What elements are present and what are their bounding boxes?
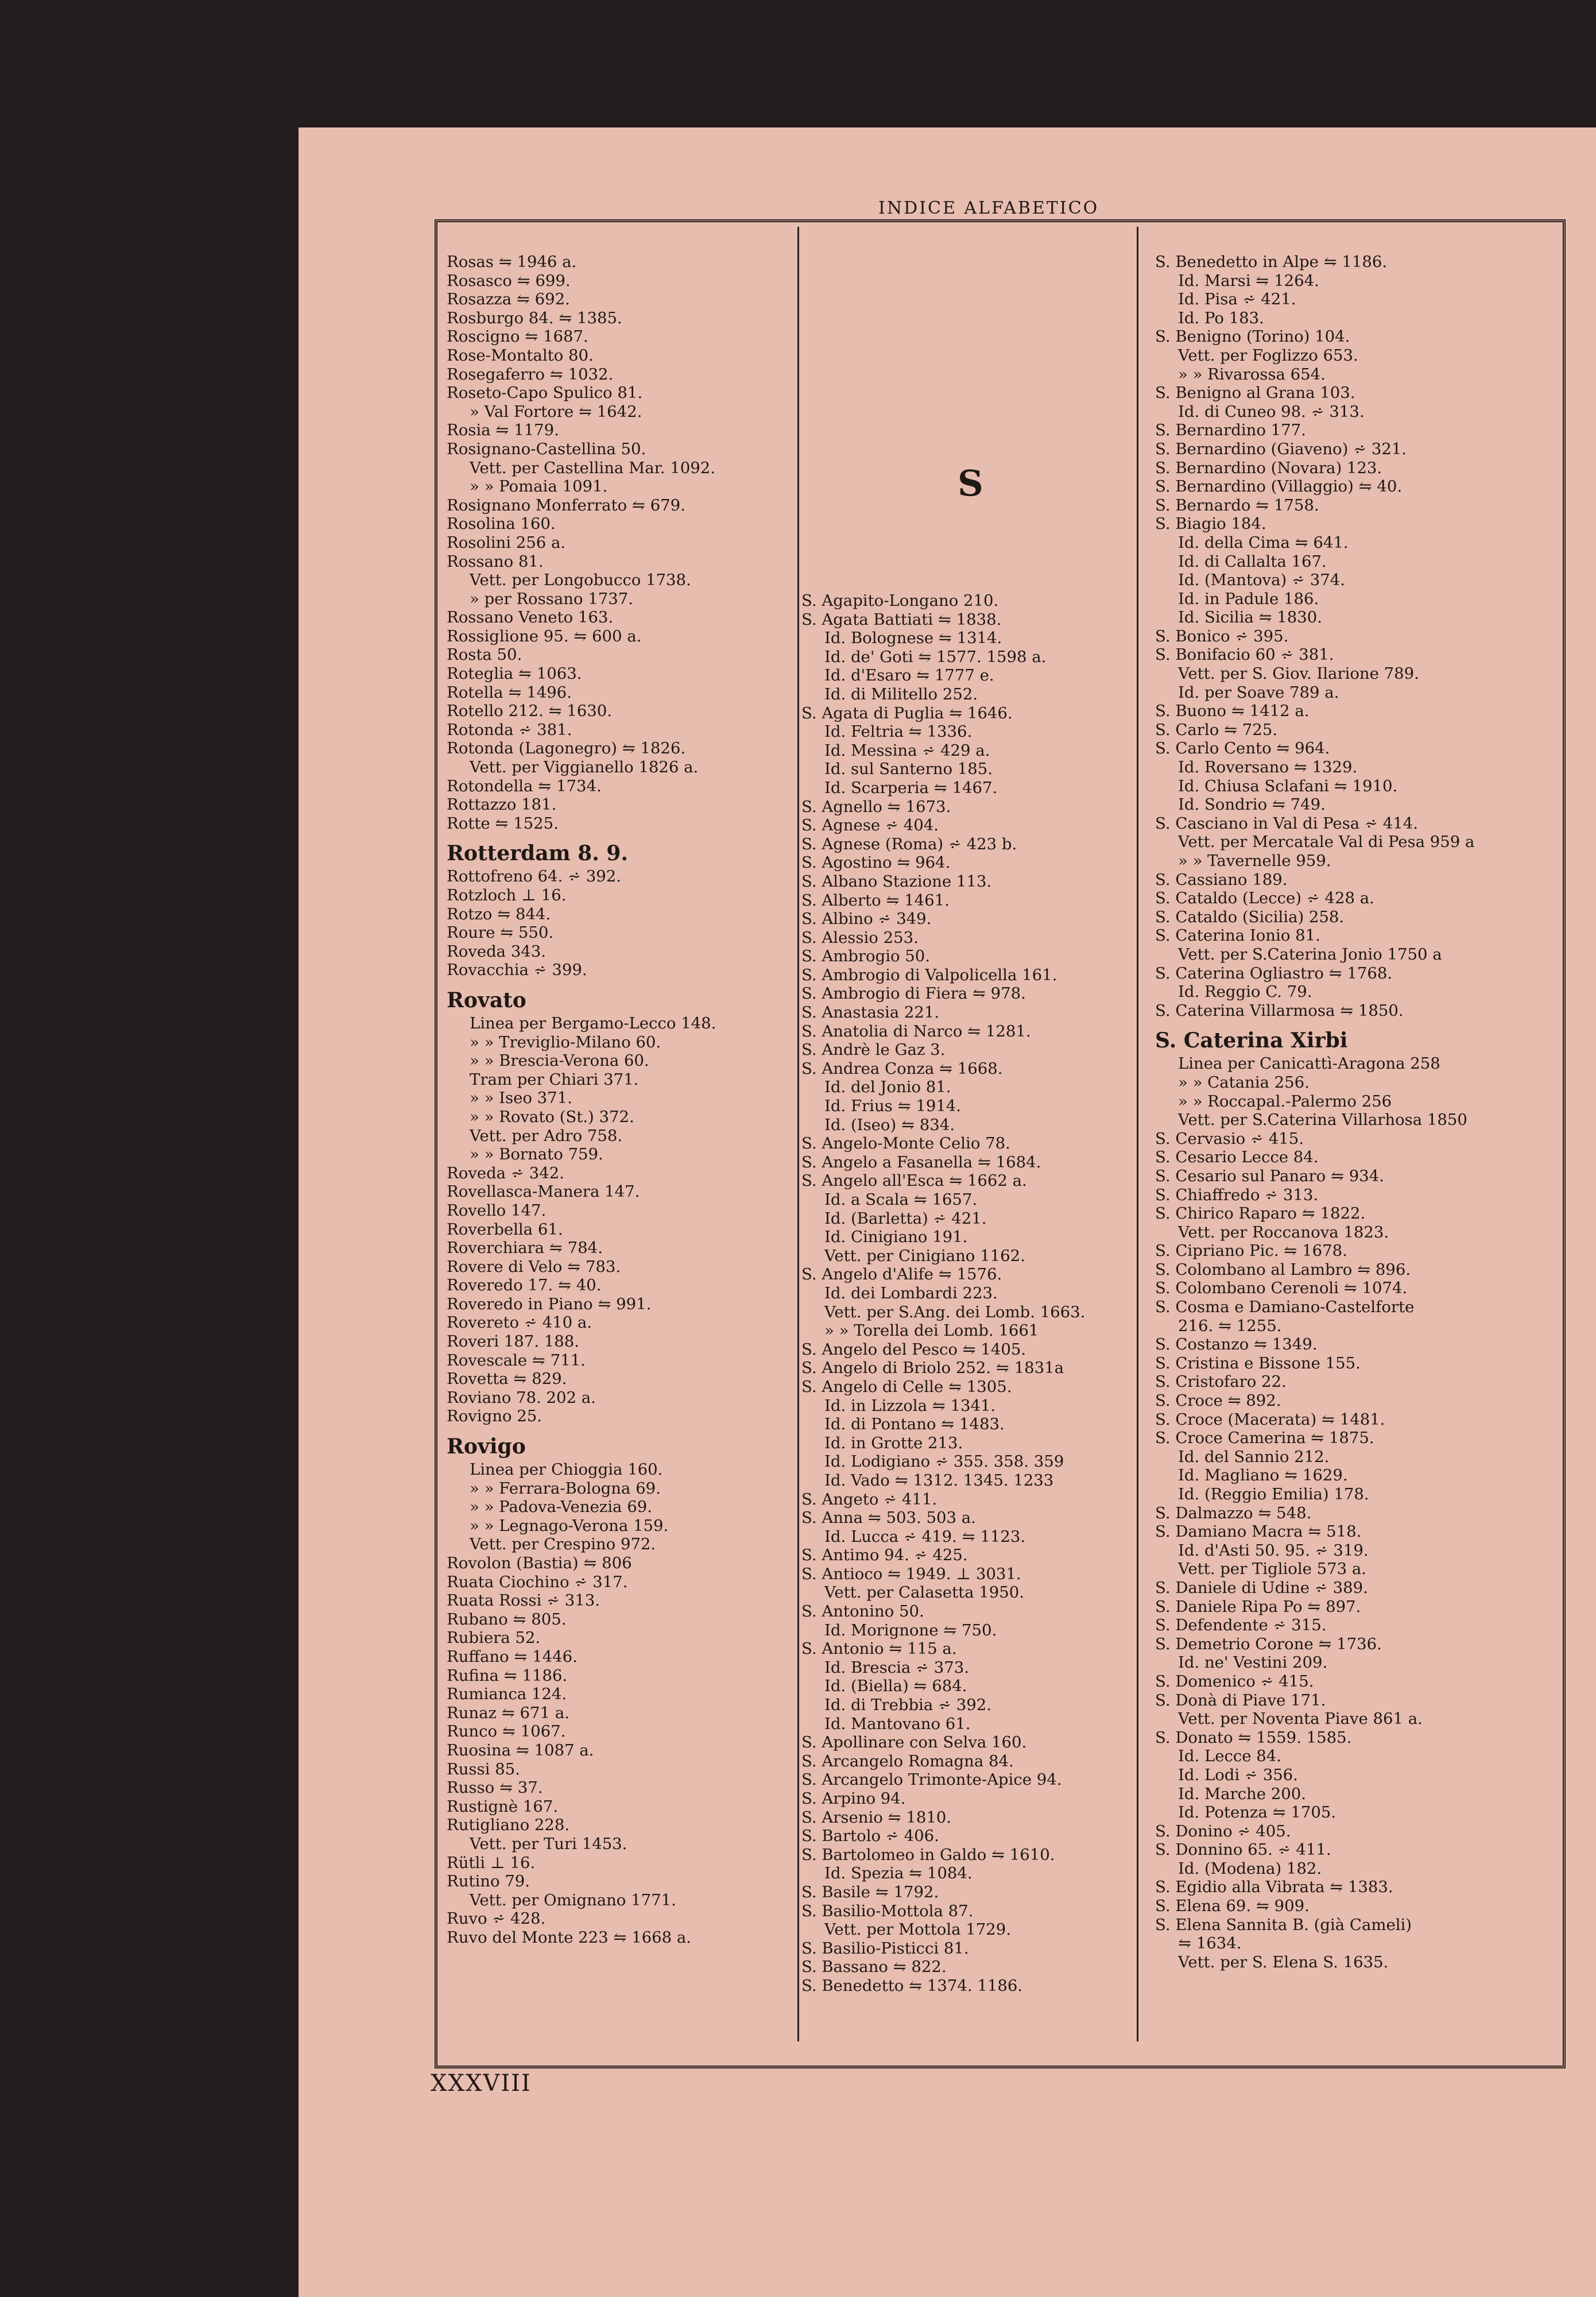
index-entry: S. Buono ⇋ 1412 a. (1155, 702, 1310, 721)
page-number: XXXVIII (431, 2070, 532, 2097)
index-entry: Tram per Chiari 371. (470, 1070, 639, 1089)
index-entry: Rovato (447, 988, 526, 1012)
index-entry: Id. Sondrio ⇋ 749. (1178, 795, 1326, 814)
index-entry: S. Bernardino 177. (1155, 421, 1306, 440)
index-entry: S. Defendente ⩫ 315. (1155, 1616, 1327, 1635)
index-entry: Rutigliano 228. (447, 1816, 570, 1835)
index-entry: Runaz ⇋ 671 a. (447, 1703, 570, 1722)
index-entry: Rosburgo 84. ⇋ 1385. (447, 308, 622, 327)
index-entry: S. Daniele di Udine ⩫ 389. (1155, 1578, 1368, 1597)
index-entry: » » Treviglio-Milano 60. (470, 1033, 661, 1051)
index-entry: Rotzloch ⊥ 16. (447, 886, 567, 904)
index-column-3 (1155, 253, 1557, 1971)
index-entry: Vett. per Roccanova 1823. (1178, 1223, 1389, 1242)
index-entry: Vett. per S.Ang. dei Lomb. 1663. (824, 1302, 1086, 1321)
index-entry: S. Caterina Ionio 81. (1155, 926, 1320, 945)
index-entry: Vett. per Turi 1453. (470, 1834, 627, 1853)
index-entry: S. Bernardino (Novara) 123. (1155, 458, 1382, 477)
index-entry: Roviano 78. 202 a. (447, 1388, 596, 1407)
index-entry: S. Agnello ⇋ 1673. (801, 797, 951, 816)
index-entry: » » Iseo 371. (470, 1089, 572, 1108)
index-entry: Vett. per S. Elena S. 1635. (1178, 1952, 1389, 1971)
index-entry: S. Bonico ⩫ 395. (1155, 627, 1289, 645)
index-entry: Rovigo (447, 1434, 526, 1459)
index-entry: Rovigno 25. (447, 1407, 542, 1426)
index-entry: Id. Lodigiano ⩫ 355. 358. 359 (824, 1452, 1064, 1471)
index-entry: Roverchiara ⇋ 784. (447, 1239, 603, 1258)
index-entry: S. Angelo-Monte Celio 78. (801, 1134, 1010, 1153)
index-entry: Rossano 81. (447, 552, 544, 571)
index-entry: S. Anatolia di Narco ⇋ 1281. (801, 1022, 1031, 1041)
index-entry: S. Angelo di Briolo 252. ⇋ 1831a (801, 1359, 1064, 1378)
index-entry: Rotonda (Lagonegro) ⇋ 1826. (447, 739, 686, 758)
index-entry: Id. Lucca ⩫ 419. ⇋ 1123. (824, 1527, 1026, 1546)
index-entry: Rotte ⇋ 1525. (447, 814, 559, 833)
index-entry: S. Elena Sannita B. (già Cameli) (1155, 1915, 1412, 1934)
index-entry: Id. di Callalta 167. (1178, 552, 1327, 571)
index-entry: Rovereto ⩫ 410 a. (447, 1313, 592, 1332)
index-entry: S. Angelo all'Esca ⇋ 1662 a. (801, 1171, 1027, 1190)
index-entry: S. Antimo 94. ⩫ 425. (801, 1546, 968, 1565)
index-entry: Id. d'Asti 50. 95. ⩫ 319. (1178, 1541, 1369, 1560)
index-entry: Rossiglione 95. ⇋ 600 a. (447, 627, 642, 645)
index-entry: Id. d'Esaro ⇋ 1777 e. (824, 666, 994, 685)
index-entry: Id. Reggio C. 79. (1178, 983, 1312, 1001)
index-entry: Id. Chiusa Sclafani ⇋ 1910. (1178, 776, 1398, 795)
index-entry: Rovello 147. (447, 1201, 547, 1220)
index-entry: S. Benigno (Torino) 104. (1155, 327, 1350, 346)
index-entry: S. Caterina Ogliastro ⇋ 1768. (1155, 964, 1393, 983)
index-entry: Id. Magliano ⇋ 1629. (1178, 1466, 1348, 1485)
index-entry: Linea per Bergamo-Lecco 148. (470, 1014, 716, 1033)
index-entry: » » Bornato 759. (470, 1145, 603, 1164)
index-entry: S. Apollinare con Selva 160. (801, 1733, 1027, 1752)
index-entry: S. Arcangelo Trimonte-Apice 94. (801, 1770, 1062, 1789)
index-entry: S. Basilio-Pisticci 81. (801, 1939, 969, 1958)
index-entry: S. Arpino 94. (801, 1789, 906, 1808)
index-entry: S. Cervasio ⩫ 415. (1155, 1129, 1304, 1148)
index-entry: S. Casciano in Val di Pesa ⩫ 414. (1155, 814, 1418, 833)
index-entry: Id. Bolognese ⇋ 1314. (824, 629, 1002, 648)
index-entry: Id. de' Goti ⇋ 1577. 1598 a. (824, 647, 1047, 666)
index-entry: Roteglia ⇋ 1063. (447, 664, 582, 683)
index-entry: Rustignè 167. (447, 1797, 558, 1816)
index-entry: Runco ⇋ 1067. (447, 1722, 566, 1741)
index-entry: Vett. per Foglizzo 653. (1178, 346, 1358, 365)
index-entry: Vett. per Mercatale Val di Pesa 959 a (1178, 833, 1475, 852)
index-entry: Rossano Veneto 163. (447, 608, 614, 627)
index-entry: Linea per Canicattì-Aragona 258 (1178, 1054, 1440, 1073)
index-entry: Rosta 50. (447, 645, 522, 664)
index-entry: S. Basilio-Mottola 87. (801, 1901, 974, 1920)
index-entry: Id. Mantovano 61. (824, 1714, 971, 1733)
index-entry: Id. di Trebbia ⩫ 392. (824, 1696, 992, 1715)
index-entry: » » Tavernelle 959. (1178, 852, 1331, 870)
index-entry: Rosignano-Castellina 50. (447, 439, 646, 458)
index-entry: S. Agnese ⩫ 404. (801, 816, 939, 835)
index-entry: Id. (Reggio Emilia) 178. (1178, 1485, 1369, 1503)
index-entry: Vett. per Adro 758. (470, 1126, 623, 1145)
index-entry: » » Roccapal.-Palermo 256 (1178, 1092, 1392, 1111)
index-entry: Id. Scarperia ⇋ 1467. (824, 778, 998, 797)
index-entry: Ruvo ⩫ 428. (447, 1909, 546, 1928)
index-entry: S. Damiano Macra ⇋ 518. (1155, 1522, 1362, 1541)
index-entry: Id. di Cuneo 98. ⩫ 313. (1178, 402, 1365, 421)
index-entry: Rose-Montalto 80. (447, 346, 594, 365)
index-entry: S. Caterina Villarmosa ⇋ 1850. (1155, 1001, 1404, 1020)
index-entry: S. Colombano al Lambro ⇋ 896. (1155, 1260, 1411, 1279)
index-entry: S. Arcangelo Romagna 84. (801, 1751, 1014, 1770)
index-entry: S. Donino ⩫ 405. (1155, 1822, 1291, 1840)
index-entry: Roveredo in Piano ⇋ 991. (447, 1294, 652, 1313)
index-entry: 216. ⇋ 1255. (1178, 1316, 1282, 1335)
index-entry: S. Donnino 65. ⩫ 411. (1155, 1840, 1331, 1859)
index-entry: Id. in Lizzola ⇋ 1341. (824, 1396, 996, 1415)
index-entry: Id. del Jonio 81. (824, 1078, 951, 1097)
index-entry: Id. Lecce 84. (1178, 1747, 1282, 1766)
index-entry: S. Croce (Macerata) ⇋ 1481. (1155, 1410, 1385, 1429)
index-entry: S. Ambrogio di Valpolicella 161. (801, 965, 1057, 984)
index-entry: Linea per Chioggia 160. (470, 1460, 663, 1479)
index-entry: Rufina ⇋ 1186. (447, 1666, 568, 1685)
index-entry: ⇋ 1634. (1178, 1934, 1242, 1953)
index-entry: S. Caterina Xirbi (1155, 1028, 1348, 1053)
index-entry: Vett. per S.Caterina Jonio 1750 a (1178, 945, 1442, 964)
index-entry: S. Agata di Puglia ⇋ 1646. (801, 703, 1013, 722)
index-entry: Vett. per Longobucco 1738. (470, 571, 691, 590)
index-entry: S. Colombano Cerenoli ⇋ 1074. (1155, 1279, 1408, 1298)
index-entry: S. Agapito-Longano 210. (801, 591, 999, 610)
index-entry: S. Andrè le Gaz 3. (801, 1041, 946, 1059)
index-entry: S. Egidio alla Vibrata ⇋ 1383. (1155, 1878, 1393, 1897)
index-entry: Roveredo 17. ⇋ 40. (447, 1276, 602, 1295)
index-entry: S. Bassano ⇋ 822. (801, 1958, 947, 1977)
index-entry: Ruata Ciochino ⩫ 317. (447, 1572, 628, 1591)
index-entry: Id. ne' Vestini 209. (1178, 1653, 1328, 1672)
index-entry: S. Croce ⇋ 892. (1155, 1391, 1281, 1410)
index-entry: Id. Brescia ⩫ 373. (824, 1658, 970, 1677)
index-entry: Rovacchia ⩫ 399. (447, 961, 587, 980)
index-entry: S. Bernardo ⇋ 1758. (1155, 496, 1319, 515)
index-entry: S. Demetrio Corone ⇋ 1736. (1155, 1634, 1382, 1653)
index-entry: Vett. per Crespino 972. (470, 1535, 656, 1554)
column-divider-1 (797, 227, 799, 2041)
index-entry: Id. per Soave 789 a. (1178, 683, 1339, 702)
index-entry: Roveda 343. (447, 942, 547, 961)
index-entry: S. Benedetto in Alpe ⇋ 1186. (1155, 253, 1388, 271)
index-entry: Roveri 187. 188. (447, 1332, 579, 1351)
index-entry: S. Angeto ⩫ 411. (801, 1490, 938, 1509)
index-entry: Rotello 212. ⇋ 1630. (447, 702, 612, 721)
index-entry: Vett. per Omignano 1771. (470, 1890, 676, 1909)
index-entry: S. Benedetto ⇋ 1374. 1186. (801, 1976, 1023, 1995)
index-entry: S. Elena 69. ⇋ 909. (1155, 1897, 1310, 1916)
index-entry: Rotondella ⇋ 1734. (447, 776, 602, 795)
index-entry: S. Carlo ⇋ 725. (1155, 720, 1278, 739)
index-entry: Rovolon (Bastia) ⇋ 806 (447, 1554, 632, 1572)
index-entry: » » Catania 256. (1178, 1073, 1310, 1092)
index-entry: Ruffano ⇋ 1446. (447, 1647, 578, 1666)
index-entry: Roscigno ⇋ 1687. (447, 327, 588, 346)
index-entry: S. Bonifacio 60 ⩫ 381. (1155, 645, 1334, 664)
index-entry: Ruosina ⇋ 1087 a. (447, 1741, 594, 1760)
index-entry: Rotonda ⩫ 381. (447, 720, 572, 739)
index-entry: S. Antioco ⇋ 1949. ⊥ 3031. (801, 1564, 1021, 1583)
index-entry: S. Chiaffredo ⩫ 313. (1155, 1185, 1319, 1204)
index-entry: Id. (Barletta) ⩫ 421. (824, 1209, 987, 1228)
index-entry: S. Bernardino (Villaggio) ⇋ 40. (1155, 477, 1403, 496)
index-entry: Vett. per Cinigiano 1162. (824, 1246, 1025, 1265)
index-entry: S. Daniele Ripa Po ⇋ 897. (1155, 1597, 1361, 1616)
index-entry: Rubiera 52. (447, 1629, 541, 1648)
index-entry: S. Domenico ⩫ 415. (1155, 1672, 1314, 1691)
index-entry: Id. in Padule 186. (1178, 589, 1319, 608)
index-entry: S. Ambrogio 50. (801, 947, 931, 966)
index-entry: S. Angelo a Fasanella ⇋ 1684. (801, 1153, 1041, 1171)
index-entry: S. Cristina e Bissone 155. (1155, 1354, 1361, 1372)
index-entry: Roseto-Capo Spulico 81. (447, 384, 643, 403)
index-entry: Id. Spezia ⇋ 1084. (824, 1864, 973, 1883)
index-entry: Id. dei Lombardi 223. (824, 1283, 998, 1302)
index-entry: Rovetta ⇋ 829. (447, 1370, 567, 1389)
index-entry: S. Agata Battiati ⇋ 1838. (801, 610, 1002, 629)
index-entry: » » Ferrara-Bologna 69. (470, 1479, 661, 1498)
index-entry: S. Angelo di Celle ⇋ 1305. (801, 1377, 1012, 1396)
index-entry: Id. (Iseo) ⇋ 834. (824, 1115, 955, 1134)
index-entry: Id. Lodi ⩫ 356. (1178, 1765, 1298, 1784)
index-entry: Id. di Pontano ⇋ 1483. (824, 1415, 1005, 1434)
index-entry: S. Arsenio ⇋ 1810. (801, 1808, 952, 1827)
index-entry: Vett. per Calasetta 1950. (824, 1583, 1024, 1602)
index-entry: Vett. per Noventa Piave 861 a. (1178, 1710, 1423, 1728)
index-entry: Id. Feltria ⇋ 1336. (824, 722, 973, 741)
index-entry: S. Donato ⇋ 1559. 1585. (1155, 1728, 1352, 1747)
index-entry: Roveda ⩫ 342. (447, 1163, 564, 1182)
index-entry: S. Carlo Cento ⇋ 964. (1155, 739, 1330, 758)
index-entry: S. Antonio ⇋ 115 a. (801, 1639, 957, 1658)
index-entry: S. Cesario Lecce 84. (1155, 1148, 1319, 1167)
index-entry: Vett. per S.Caterina Villarhosa 1850 (1178, 1111, 1467, 1130)
index-entry: Rutino 79. (447, 1872, 530, 1891)
index-entry: S. Dalmazzo ⇋ 548. (1155, 1503, 1312, 1522)
index-entry: Id. Marsi ⇋ 1264. (1178, 271, 1319, 290)
index-entry: » » Legnago-Verona 159. (470, 1516, 669, 1535)
index-entry: Rütli ⊥ 16. (447, 1853, 536, 1872)
index-entry: S. Alberto ⇋ 1461. (801, 891, 950, 910)
index-entry: Rosignano Monferrato ⇋ 679. (447, 496, 685, 515)
index-entry: S. Andrea Conza ⇋ 1668. (801, 1059, 1003, 1078)
index-entry: Vett. per Mottola 1729. (824, 1920, 1011, 1939)
index-entry: Id. (Modena) 182. (1178, 1859, 1322, 1878)
index-entry: Rosas ⇋ 1946 a. (447, 253, 577, 271)
index-entry: Rosazza ⇋ 692. (447, 290, 570, 309)
index-entry: Id. Roversano ⇋ 1329. (1178, 758, 1358, 777)
index-column-1 (447, 253, 791, 1947)
index-entry: S. Cesario sul Panaro ⇋ 934. (1155, 1166, 1384, 1185)
index-entry: S. Cristofaro 22. (1155, 1372, 1287, 1391)
index-entry: S. Bartolomeo in Galdo ⇋ 1610. (801, 1845, 1055, 1864)
index-entry: Rotella ⇋ 1496. (447, 683, 572, 702)
index-entry: Rumianca 124. (447, 1685, 567, 1704)
index-entry: Rottofreno 64. ⩫ 392. (447, 867, 622, 886)
index-entry: S. Albano Stazione 113. (801, 872, 992, 891)
index-entry: » » Brescia-Verona 60. (470, 1051, 649, 1070)
index-entry: Rovescale ⇋ 711. (447, 1351, 586, 1370)
index-entry: S. Antonino 50. (801, 1602, 924, 1621)
index-entry: S. Donà di Piave 171. (1155, 1691, 1326, 1710)
column-divider-2 (1137, 227, 1138, 2041)
index-entry: » » Pomaia 1091. (470, 477, 608, 496)
index-entry: S. Bartolo ⩫ 406. (801, 1827, 939, 1846)
index-entry: Vett. per Tigliole 573 a. (1178, 1560, 1367, 1579)
index-entry: Id. Vado ⇋ 1312. 1345. 1233 (824, 1471, 1054, 1490)
index-entry: Rottazzo 181. (447, 795, 557, 814)
index-entry: Id. (Biella) ⇋ 684. (824, 1677, 967, 1696)
index-entry: S. Anna ⇋ 503. 503 a. (801, 1509, 976, 1528)
index-entry: S. Benigno al Grana 103. (1155, 384, 1355, 403)
index-entry: S. Cosma e Damiano-Castelforte (1155, 1298, 1415, 1317)
index-entry: S. Cipriano Pic. ⇋ 1678. (1155, 1242, 1347, 1260)
index-entry: S. Bernardino (Giaveno) ⩫ 321. (1155, 439, 1407, 458)
index-entry: Rosolini 256 a. (447, 533, 566, 552)
index-entry: Rovere di Velo ⇋ 783. (447, 1257, 621, 1276)
index-entry: Vett. per Viggianello 1826 a. (470, 758, 699, 777)
index-entry: Rubano ⇋ 805. (447, 1610, 567, 1629)
index-entry: S. Angelo del Pesco ⇋ 1405. (801, 1340, 1026, 1359)
index-entry: Rosasco ⇋ 699. (447, 271, 571, 290)
index-entry: Id. (Mantova) ⩫ 374. (1178, 571, 1345, 590)
page-header: INDICE ALFABETICO (878, 198, 1099, 218)
index-entry: Id. sul Santerno 185. (824, 760, 993, 779)
index-entry: » » Torella dei Lomb. 1661 (824, 1321, 1039, 1340)
index-entry: Rosolina 160. (447, 515, 556, 533)
index-entry: Russo ⇋ 37. (447, 1778, 543, 1797)
index-entry: S. Albino ⩫ 349. (801, 910, 932, 929)
index-entry: Roure ⇋ 550. (447, 923, 554, 942)
index-column-2 (801, 591, 1134, 1996)
index-entry: Id. Potenza ⇋ 1705. (1178, 1803, 1337, 1822)
index-entry: » Val Fortore ⇋ 1642. (470, 402, 642, 421)
index-entry: Id. Po 183. (1178, 308, 1264, 327)
index-entry: S. Alessio 253. (801, 928, 919, 947)
index-entry: S. Ambrogio di Fiera ⇋ 978. (801, 984, 1026, 1003)
index-entry: » » Rivarossa 654. (1178, 365, 1326, 384)
index-entry: Ruata Rossi ⩫ 313. (447, 1591, 601, 1610)
index-entry: Id. di Militello 252. (824, 685, 978, 703)
index-entry: S. Agnese (Roma) ⩫ 423 b. (801, 834, 1017, 853)
index-entry: Id. del Sannio 212. (1178, 1447, 1330, 1466)
index-entry: Id. Marche 200. (1178, 1784, 1307, 1803)
index-entry: Vett. per S. Giov. Ilarione 789. (1178, 664, 1419, 683)
index-entry: Id. Pisa ⩫ 421. (1178, 290, 1296, 309)
index-entry: Id. Sicilia ⇋ 1830. (1178, 608, 1323, 627)
index-entry: Russi 85. (447, 1760, 520, 1778)
index-entry: S. Angelo d'Alife ⇋ 1576. (801, 1265, 1002, 1284)
index-entry: Rovellasca-Manera 147. (447, 1182, 640, 1201)
index-entry: S. Anastasia 221. (801, 1003, 940, 1022)
index-entry: Ruvo del Monte 223 ⇋ 1668 a. (447, 1928, 692, 1947)
index-entry: S. Agostino ⇋ 964. (801, 853, 951, 872)
index-entry: Roverbella 61. (447, 1220, 563, 1239)
index-entry: Id. in Grotte 213. (824, 1433, 963, 1452)
index-entry: S. Chirico Raparo ⇋ 1822. (1155, 1204, 1366, 1223)
index-entry: Rotzo ⇋ 844. (447, 904, 551, 923)
index-entry: Id. Frius ⇋ 1914. (824, 1097, 962, 1116)
index-entry: S. Cataldo (Lecce) ⩫ 428 a. (1155, 889, 1374, 908)
index-entry: » per Rossano 1737. (470, 589, 633, 608)
index-entry: S. Cataldo (Sicilia) 258. (1155, 907, 1345, 926)
index-entry: » » Rovato (St.) 372. (470, 1107, 634, 1126)
index-entry: Rosegaferro ⇋ 1032. (447, 365, 614, 384)
index-entry: S. Croce Camerina ⇋ 1875. (1155, 1429, 1374, 1448)
index-entry: S. Basile ⇋ 1792. (801, 1882, 939, 1901)
index-entry: S. Cassiano 189. (1155, 870, 1288, 889)
index-entry: Id. a Scala ⇋ 1657. (824, 1190, 978, 1209)
section-letter: S (958, 462, 983, 504)
index-entry: Rotterdam 8. 9. (447, 841, 628, 866)
index-entry: » » Padova-Venezia 69. (470, 1498, 652, 1517)
index-entry: Vett. per Castellina Mar. 1092. (470, 458, 715, 477)
index-entry: Id. Morignone ⇋ 750. (824, 1621, 997, 1639)
index-entry: Rosia ⇋ 1179. (447, 421, 559, 440)
index-entry: S. Costanzo ⇋ 1349. (1155, 1335, 1318, 1354)
index-entry: S. Biagio 184. (1155, 515, 1266, 533)
index-entry: Id. della Cima ⇋ 641. (1178, 533, 1349, 552)
index-entry: Id. Messina ⩫ 429 a. (824, 741, 990, 760)
index-entry: Id. Cinigiano 191. (824, 1228, 968, 1247)
